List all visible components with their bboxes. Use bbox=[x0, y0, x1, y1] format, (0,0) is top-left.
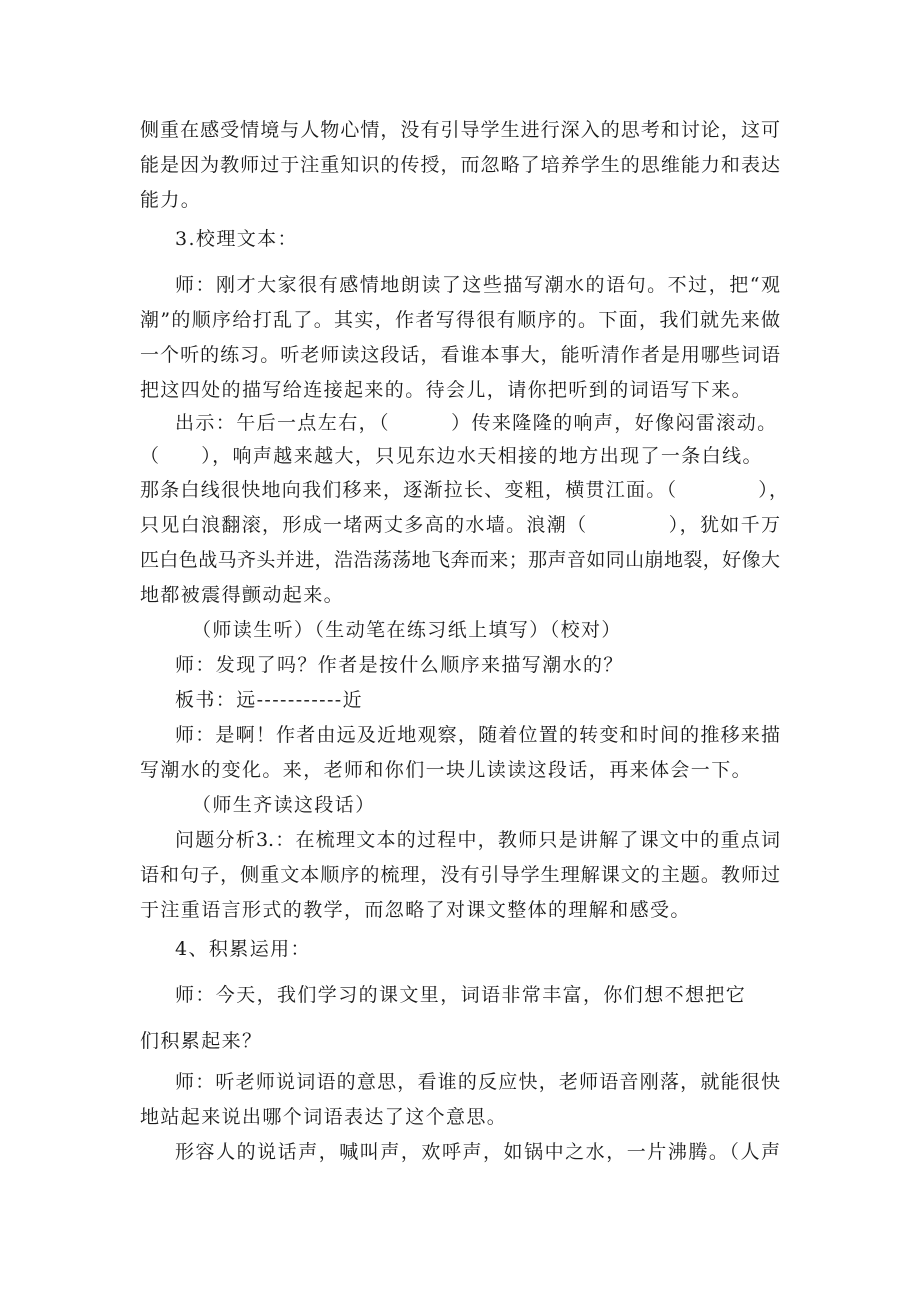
text-line: 形容人的说话声，喊叫声，欢呼声，如锅中之水，一片沸腾。（人声 bbox=[175, 1141, 780, 1163]
text-line: 能力。 bbox=[140, 189, 202, 211]
text-line: 地站起来说出哪个词语表达了这个意思。 bbox=[140, 1106, 508, 1128]
text-line: 问题分析3.：在梳理文本的过程中，教师只是讲解了课文中的重点词 bbox=[175, 829, 780, 851]
text-line: 语和句子，侧重文本顺序的梳理，没有引导学生理解课文的主题。教师过 bbox=[140, 864, 780, 886]
text-line: 师：发现了吗？作者是按什么顺序来描写潮水的？ bbox=[175, 654, 624, 676]
text-line: 那条白线很快地向我们移来，逐渐拉长、变粗，横贯江面。（ ）， bbox=[140, 479, 788, 501]
text-line: 于注重语言形式的教学，而忽略了对课文整体的理解和感受。 bbox=[140, 899, 691, 921]
text-line: 侧重在感受情境与人物心情，没有引导学生进行深入的思考和讨论，这可 bbox=[140, 119, 780, 141]
text-line: 潮”的顺序给打乱了。其实，作者写得很有顺序的。下面，我们就先来做 bbox=[140, 309, 780, 331]
text-line: 板书：远-----------近 bbox=[175, 689, 364, 711]
section-heading: 3.校理文本： bbox=[175, 228, 298, 250]
text-line: 一个听的练习。听老师读这段话，看谁本事大，能听清作者是用哪些词语 bbox=[140, 344, 780, 366]
text-line: 们积累起来？ bbox=[140, 1030, 263, 1052]
text-line: （ ），响声越来越大，只见东边水天相接的地方出现了一条白线。 bbox=[140, 445, 763, 467]
text-line: 把这四处的描写给连接起来的。待会儿，请你把听到的词语写下来。 bbox=[140, 379, 753, 401]
text-line: 匹白色战马齐头并进，浩浩荡荡地飞奔而来；那声音如同山崩地裂，好像大 bbox=[140, 549, 780, 571]
text-line: 写潮水的变化。来，老师和你们一块儿读读这段话，再来体会一下。 bbox=[140, 759, 753, 781]
text-line: 师：是啊！作者由远及近地观察，随着位置的转变和时间的推移来描 bbox=[175, 724, 780, 746]
text-line: （师读生听）（生动笔在练习纸上填写）（校对） bbox=[192, 619, 622, 641]
text-line: （师生齐读这段话） bbox=[192, 794, 376, 816]
text-line: 能是因为教师过于注重知识的传授，而忽略了培养学生的思维能力和表达 bbox=[140, 154, 780, 176]
text-line: 地都被震得颤动起来。 bbox=[140, 584, 345, 606]
section-heading: 4、积累运用： bbox=[175, 938, 311, 960]
text-line: 师：今天，我们学习的课文里，词语非常丰富，你们想不想把它 bbox=[175, 984, 747, 1006]
text-line: 只见白浪翻滚，形成一堵两丈多高的水墙。浪潮（ ），犹如千万 bbox=[140, 514, 780, 536]
text-line: 出示：午后一点左右，（ ）传来隆隆的响声，好像闷雷滚动。 bbox=[175, 412, 778, 434]
text-line: 师：刚才大家很有感情地朗读了这些描写潮水的语句。不过，把“观 bbox=[175, 274, 780, 296]
text-line: 师：听老师说词语的意思，看谁的反应快，老师语音刚落，就能很快 bbox=[175, 1071, 780, 1093]
